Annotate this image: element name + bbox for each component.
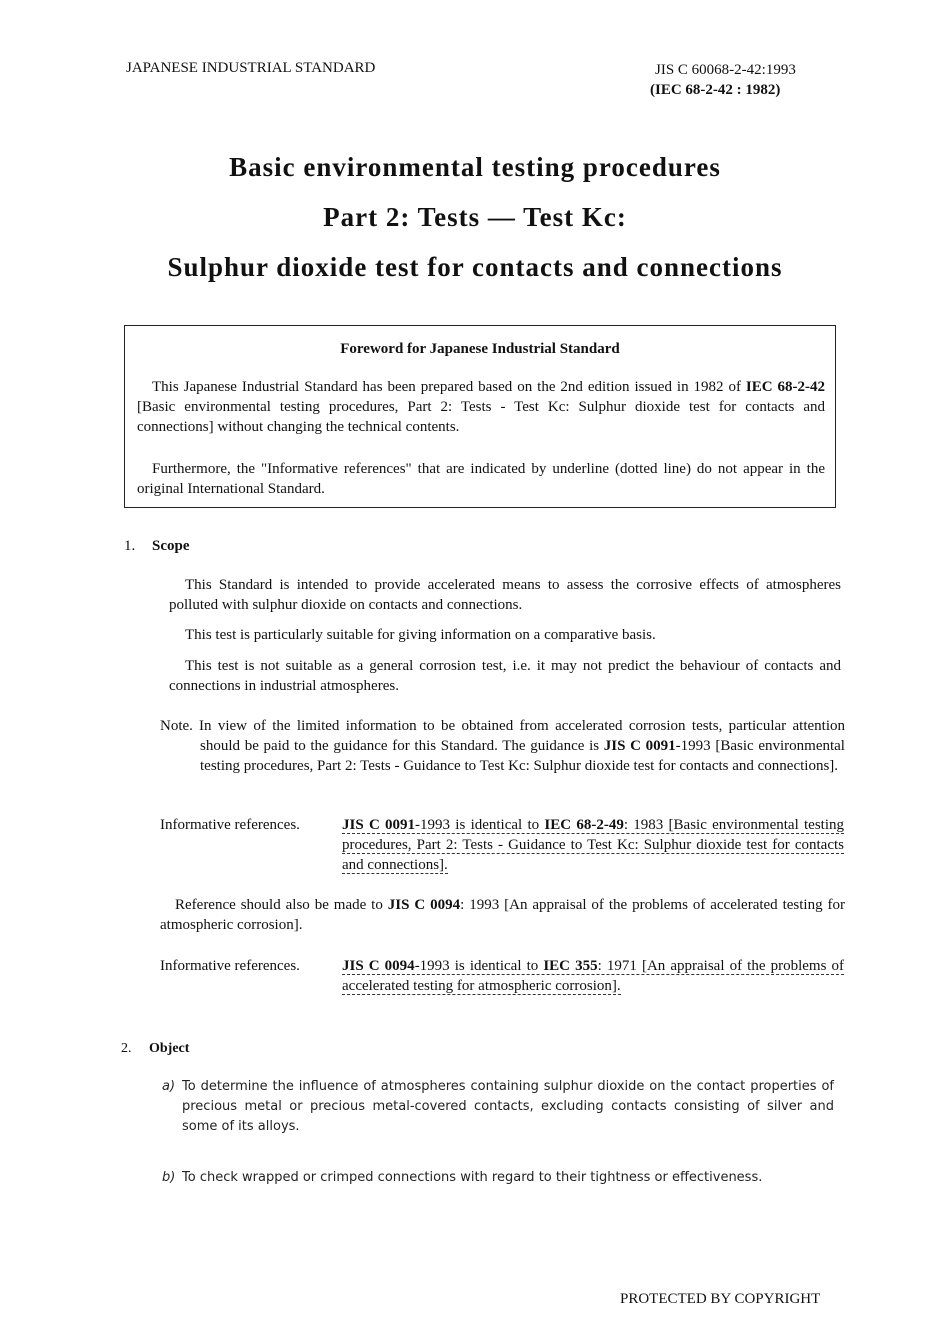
- note-text: [200, 716, 845, 776]
- copyright-footer: PROTECTED BY COPYRIGHT: [620, 1291, 821, 1307]
- header-iec-number: (IEC 68-2-42 : 1982): [650, 82, 781, 98]
- informative-reference-2: [342, 956, 844, 996]
- note-text-c: -1993 [Basic environmental testing procedures, Part 2: Tests - Guidance to Test Kc: Sulphur dioxide test for contacts and connections].: [200, 738, 845, 774]
- header-left: JAPANESE INDUSTRIAL STANDARD: [126, 60, 376, 76]
- foreword-paragraph-1: [137, 377, 825, 437]
- object-item-b-label: b): [162, 1170, 176, 1185]
- ref2-text: -1993 is identical to: [414, 958, 544, 974]
- p4-text-2: : 1993 [An appraisal of the problems of accelerated testing for atmospheric corrosion].: [160, 897, 845, 933]
- scope-paragraph-1: This Standard is intended to provide accelerated means to assess the corrosive effects of atmospheres polluted with sulphur dioxide on contacts and connections.: [169, 577, 841, 613]
- title-line-3: Sulphur dioxide test for contacts and connections: [167, 252, 783, 282]
- header-standard-number: JIS C 60068-2-42:1993: [655, 62, 796, 78]
- informative-reference-1: [342, 815, 844, 875]
- object-heading: Object: [149, 1041, 190, 1056]
- object-number: 2.: [121, 1041, 132, 1056]
- ref1-jis: JIS C 0091: [342, 817, 416, 833]
- ref1-text-2: : 1983 [Basic environmental testing procedures, Part 2: Tests - Guidance to Test Kc: Sulphur dioxide test for contacts and connections].: [342, 817, 845, 873]
- foreword-p1-iec: IEC 68-2-42: [745, 379, 825, 395]
- scope-paragraph-4: [160, 895, 845, 935]
- foreword-paragraph-2: Furthermore, the "Informative references" that are indicated by underline (dotted line) do not appear in the original International Standard.: [137, 461, 825, 497]
- p4-text: Reference should also be made to: [175, 897, 388, 913]
- informative-references-label-1: Informative references.: [160, 817, 300, 833]
- note-text-a: In view of the limited information to be obtained from accelerated corrosion tests, particular attention should be paid to the guidance for this Standard. The guidance is: [199, 718, 845, 754]
- title-line-2: Part 2: Tests — Test Kc:: [323, 202, 627, 232]
- scope-paragraph-3: This test is not suitable as a general corrosion test, i.e. it may not predict the behaviour of contacts and connections in industrial atmospheres.: [169, 658, 841, 694]
- note-label: Note.: [160, 718, 193, 734]
- p4-jis: JIS C 0094: [387, 897, 461, 913]
- ref2-text-2: : 1971 [An appraisal of the problems of accelerated testing for atmospheric corrosion].: [342, 958, 844, 994]
- ref2-iec: IEC 355: [543, 958, 598, 974]
- note-jis-ref: JIS C 0091: [603, 738, 676, 754]
- foreword-p1-text: This Japanese Industrial Standard has been prepared based on the 2nd edition issued in 1982 of: [152, 379, 746, 395]
- foreword-box: [124, 325, 836, 508]
- ref1-text: -1993 is identical to: [415, 817, 545, 833]
- object-item-a-text: To determine the influence of atmospheres containing sulphur dioxide on the contact properties of precious metal or precious metal-covered contacts, excluding contacts consisting of silver and some of its alloys.: [182, 1079, 834, 1134]
- object-item-b-text: To check wrapped or crimped connections with regard to their tightness or effectiveness.: [182, 1170, 763, 1185]
- informative-references-label-2: Informative references.: [160, 958, 300, 974]
- ref1-iec: IEC 68-2-49: [544, 817, 624, 833]
- scope-heading: Scope: [152, 538, 190, 554]
- scope-paragraph-2: This test is particularly suitable for giving information on a comparative basis.: [185, 627, 656, 643]
- scope-number: 1.: [124, 538, 136, 554]
- title-line-1: Basic environmental testing procedures: [229, 152, 721, 182]
- ref2-jis: JIS C 0094: [342, 958, 415, 974]
- object-item-a-label: a): [162, 1079, 176, 1094]
- foreword-heading: Foreword for Japanese Industrial Standard: [340, 341, 620, 357]
- foreword-p1-text-2: [Basic environmental testing procedures, Part 2: Tests - Test Kc: Sulphur dioxide test for contacts and connections] without changing the technical contents.: [137, 399, 825, 435]
